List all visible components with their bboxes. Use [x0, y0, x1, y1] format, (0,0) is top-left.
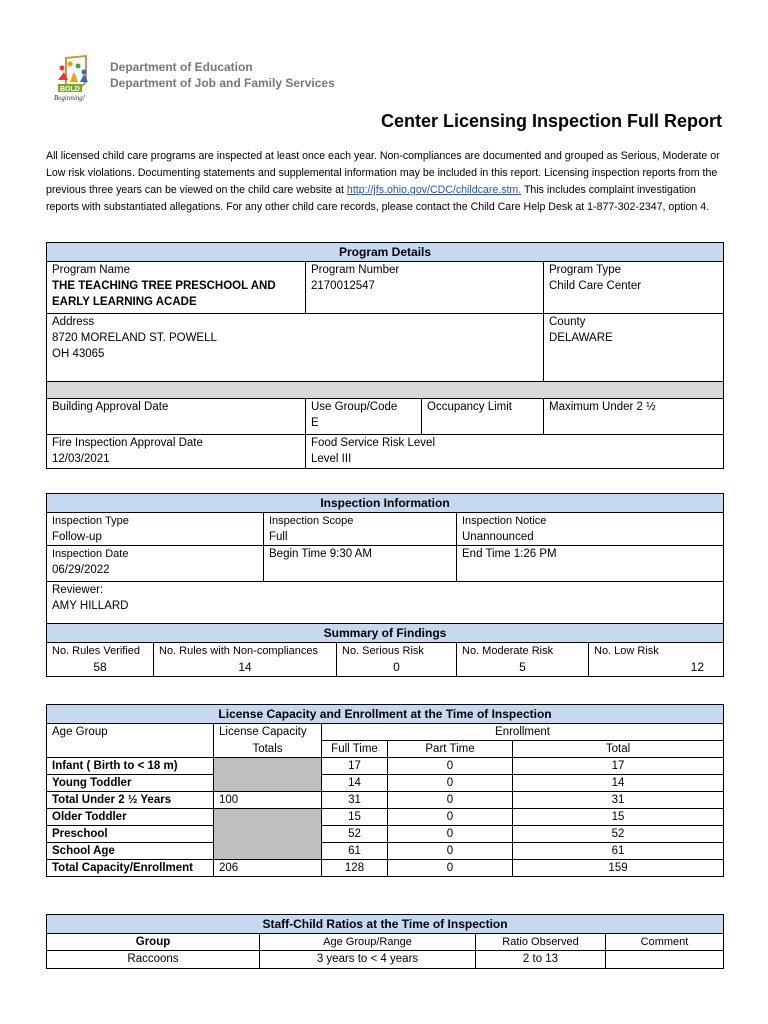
program-type-cell: Program Type Child Care Center [544, 262, 724, 314]
use-group-cell: Use Group/Code E [306, 399, 422, 435]
report-title: Center Licensing Inspection Full Report [380, 111, 722, 131]
inspection-type-cell: Inspection Type Follow-up [47, 513, 264, 546]
full-time-header: Full Time [322, 741, 388, 758]
county: DELAWARE [549, 332, 613, 344]
inspection-date-cell: Inspection Date 06/29/2022 [47, 546, 264, 582]
dept-jfs: Department of Job and Family Services [110, 76, 335, 90]
rules-verified-cell: No. Rules Verified 58 [47, 643, 154, 677]
reviewer-name: AMY HILLARD [52, 600, 129, 612]
bold-beginning-logo [52, 52, 100, 104]
table-row: Raccoons 3 years to < 4 years 2 to 13 [47, 951, 724, 969]
shaded-cell [214, 809, 322, 860]
license-capacity-header: License Capacity [214, 724, 322, 741]
program-name: THE TEACHING TREE PRESCHOOL AND [52, 280, 276, 292]
program-number: 2170012547 [311, 280, 375, 292]
fire-inspection-cell: Fire Inspection Approval Date 12/03/2021 [47, 435, 306, 469]
staff-child-ratios-table [46, 914, 724, 969]
building-approval-cell: Building Approval Date [47, 399, 306, 435]
address-cell: Address 8720 MORELAND ST. POWELL OH 43065 [47, 314, 544, 382]
table-row: Preschool 52 0 52 [47, 826, 724, 843]
group-header: Group [47, 934, 260, 951]
enrollment-header: Enrollment [322, 724, 724, 741]
intro-paragraph: All licensed child care programs are inspected at least once each year. Non-compliances are documented and grouped as Serious, Moderate or Low risk violations. Documenting statements and supplemental information may be included in this report. Licensing inspection reports from the previous three years can be viewed on the child care website at http://jfs.ohio.gov/CDC/childcare.stm. This includes complaint investigation reports with substantiated allegations. For any other child care records, please contact the Child Care Help Desk at 1-877-302-2347, option 4. [46, 150, 720, 213]
serious-risk-cell: No. Serious Risk 0 [337, 643, 457, 677]
table-row: Older Toddler 15 0 15 [47, 809, 724, 826]
program-name-cell: Program Name THE TEACHING TREE PRESCHOOL AND EARLY LEARNING ACADE [47, 262, 306, 314]
county-cell: County DELAWARE [544, 314, 724, 382]
svg-text:Beginning!: Beginning! [54, 94, 86, 102]
totals-header: Totals [214, 741, 322, 758]
food-service-cell: Food Service Risk Level Level III [306, 435, 724, 469]
summary-findings-heading: Summary of Findings [47, 624, 724, 643]
shaded-cell [214, 758, 322, 792]
low-risk-cell: No. Low Risk 12 [589, 643, 724, 677]
table-row: Total Under 2 ½ Years 100 31 0 31 [47, 792, 724, 809]
age-range-header: Age Group/Range [260, 934, 476, 951]
max-under-cell: Maximum Under 2 ½ [544, 399, 724, 435]
inspection-info-heading: Inspection Information [47, 494, 724, 513]
program-details-table [46, 242, 724, 469]
ratio-observed-header: Ratio Observed [476, 934, 606, 951]
ratios-heading: Staff-Child Ratios at the Time of Inspection [47, 915, 724, 934]
occupancy-limit-cell: Occupancy Limit [422, 399, 544, 435]
inspection-notice-cell: Inspection Notice Unannounced [457, 513, 724, 546]
svg-text:BOLD: BOLD [60, 86, 80, 93]
moderate-risk-cell: No. Moderate Risk 5 [457, 643, 589, 677]
begin-time-cell: Begin Time 9:30 AM [264, 546, 457, 582]
comment-header: Comment [606, 934, 724, 951]
end-time-cell: End Time 1:26 PM [457, 546, 724, 582]
program-details-heading: Program Details [47, 243, 724, 262]
table-row: Total Capacity/Enrollment 206 128 0 159 [47, 860, 724, 877]
age-group-header: Age Group [47, 724, 214, 741]
table-row: Young Toddler 14 0 14 [47, 775, 724, 792]
rules-noncompliance-cell: No. Rules with Non-compliances 14 [154, 643, 337, 677]
childcare-website-link[interactable]: http://jfs.ohio.gov/CDC/childcare.stm. [346, 184, 522, 196]
table-row: School Age 61 0 61 [47, 843, 724, 860]
capacity-enrollment-table [46, 704, 724, 877]
capacity-heading: License Capacity and Enrollment at the Time of Inspection [47, 705, 724, 724]
total-header: Total [513, 741, 724, 758]
dept-education: Department of Education [110, 60, 253, 74]
table-row: Infant ( Birth to < 18 m) 17 0 17 [47, 758, 724, 775]
program-number-cell: Program Number 2170012547 [306, 262, 544, 314]
program-type: Child Care Center [549, 280, 642, 292]
inspection-scope-cell: Inspection Scope Full [264, 513, 457, 546]
reviewer-cell: Reviewer: AMY HILLARD [47, 582, 724, 624]
separator-band [47, 382, 724, 399]
inspection-info-table [46, 493, 724, 677]
part-time-header: Part Time [388, 741, 513, 758]
